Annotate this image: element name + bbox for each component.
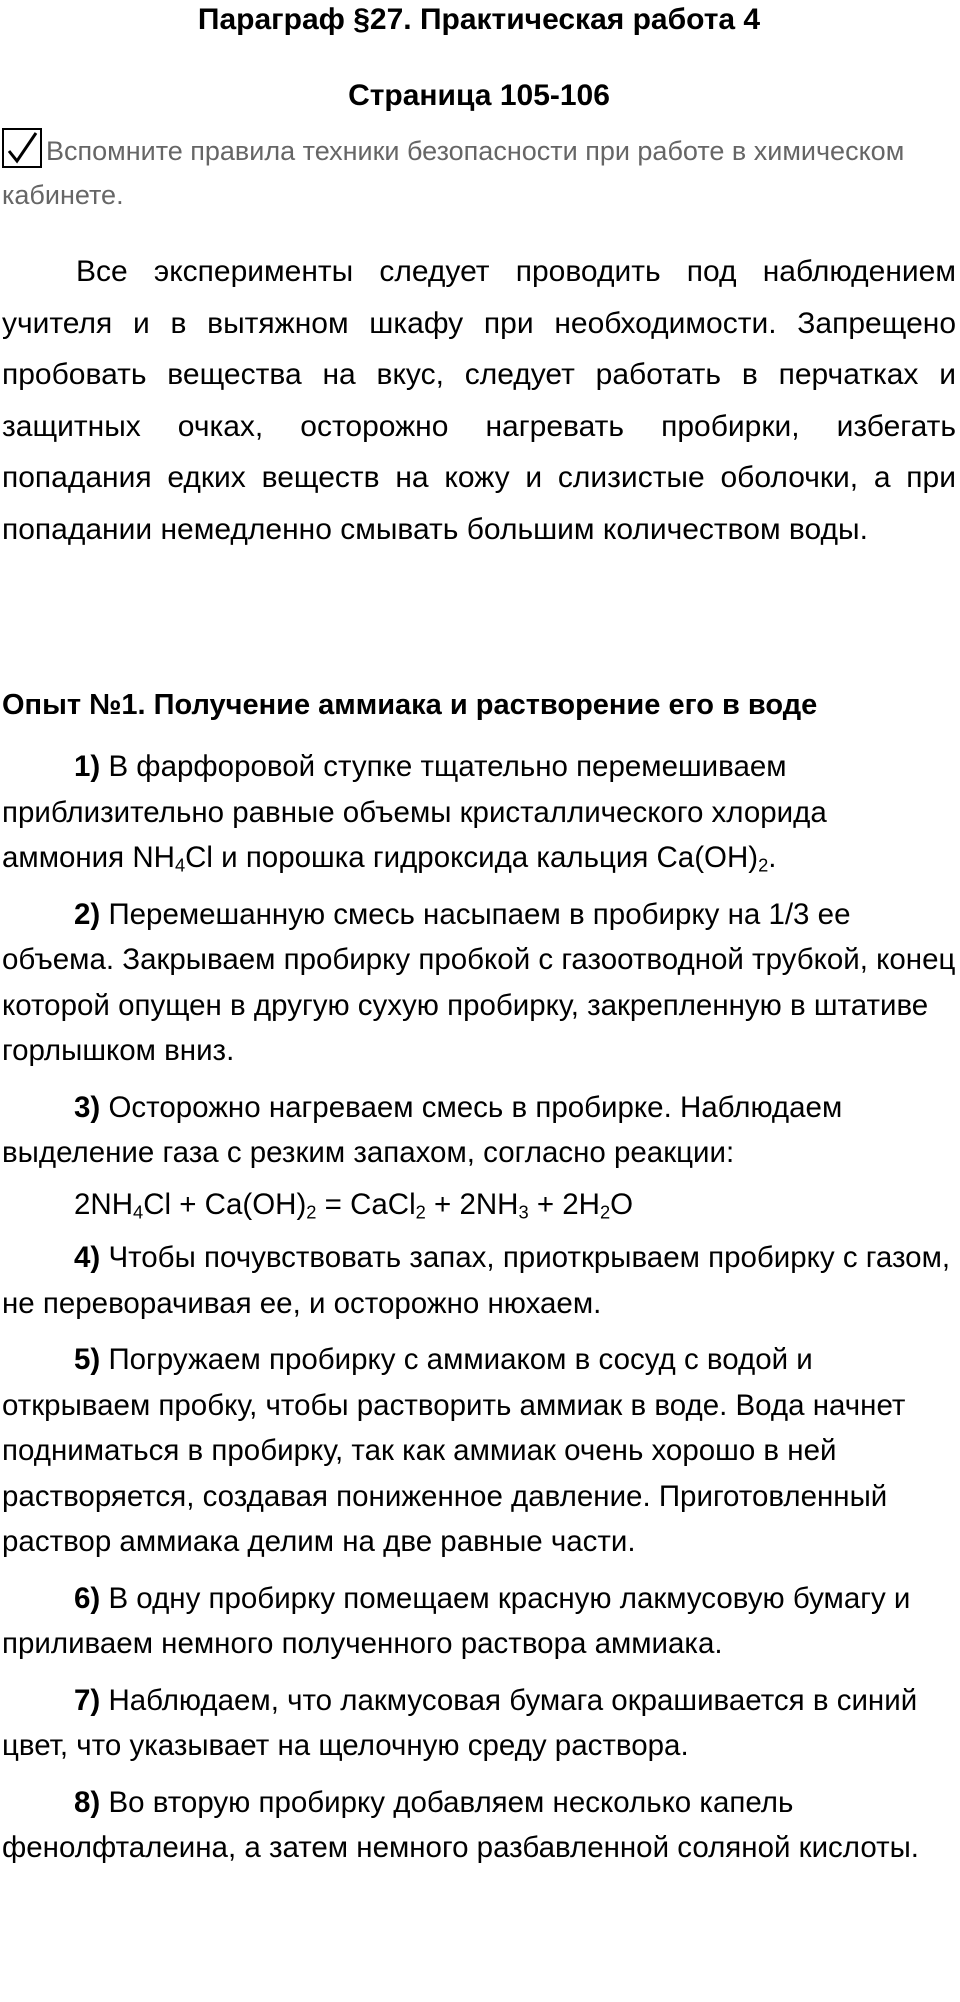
- step-text: .: [768, 841, 777, 874]
- formula-subscript: 2: [758, 854, 769, 876]
- task-statement: [2, 128, 952, 217]
- page-range-heading: Страница 105-106: [348, 79, 610, 112]
- step-number: 6): [74, 1581, 101, 1615]
- equation-subscript: 2: [306, 1201, 317, 1223]
- equation-subscript: 2: [599, 1201, 611, 1223]
- experiment-steps: [2, 744, 956, 1882]
- experiment-title: Опыт №1. Получение аммиака и растворение его в воде: [2, 689, 818, 721]
- equation-subscript: 4: [133, 1201, 144, 1223]
- step-number: 3): [74, 1090, 101, 1124]
- equation-part: + 2H: [528, 1187, 600, 1221]
- equation-part: Cl + Ca(OH): [143, 1187, 307, 1221]
- step-text: Осторожно нагреваем смесь в пробирке. Наблюдаем выделение газа с резким запахом, согласно реакции:: [2, 1090, 843, 1169]
- step-text: Погружаем пробирку с аммиаком в сосуд с водой и открываем пробку, чтобы растворить аммиак в воде. Вода начнет подниматься в пробирку, так как аммиак очень хорошо в ней растворяется, создавая пониженное давление. Приготовленный раствор аммиака делим на две равные части.: [2, 1343, 906, 1558]
- equation-part: + 2NH: [425, 1187, 519, 1221]
- step-text: Перемешанную смесь насыпаем в пробирку на 1/3 ее объема. Закрываем пробирку пробкой с газоотводной трубкой, конец которой опущен в другую сухую пробирку, закрепленную в штативе горлышком вниз.: [2, 897, 956, 1067]
- step-3: [2, 1085, 956, 1176]
- safety-answer-paragraph: Все эксперименты следует проводить под наблюдением учителя и в вытяжном шкафу при необходимости. Запрещено пробовать вещества на вкус, следует работать в перчатках и защитных очках, осторожно нагревать пробирки, избегать попадания едких веществ на кожу и слизистые оболочки, а при попадании немедленно смывать большим количеством воды.: [2, 255, 956, 546]
- step-text: Cl и порошка гидроксида кальция Ca(OH): [185, 841, 759, 874]
- step-text: В фарфоровой ступке тщательно перемешиваем приблизительно равные объемы кристаллического хлорида аммония: [2, 750, 827, 874]
- step-1: [2, 744, 956, 881]
- step-number: 2): [74, 897, 101, 931]
- step-number: 1): [74, 750, 101, 783]
- equation-subscript: 3: [518, 1201, 529, 1223]
- step-2: [2, 892, 956, 1074]
- step-text: Наблюдаем, что лакмусовая бумага окрашивается в синий цвет, что указывает на щелочную среду раствора.: [2, 1683, 918, 1762]
- step-8: [2, 1780, 956, 1871]
- reaction-equation: [2, 1182, 956, 1228]
- checkmark-box-icon: [2, 128, 42, 168]
- equation-part: = CaCl: [316, 1187, 416, 1221]
- step-number: 8): [74, 1785, 101, 1819]
- page-title: Параграф §27. Практическая работа 4: [197, 3, 761, 36]
- equation-part: 2NH: [74, 1187, 134, 1221]
- step-text: В одну пробирку помещаем красную лакмусовую бумагу и приливаем немного полученного раствора аммиака.: [2, 1581, 911, 1660]
- step-number: 7): [74, 1683, 101, 1717]
- equation-subscript: 2: [415, 1201, 426, 1223]
- step-7: [2, 1678, 956, 1769]
- formula-subscript: 4: [174, 854, 186, 876]
- formula-part: NH: [132, 841, 175, 874]
- step-6: [2, 1576, 956, 1667]
- step-number: 5): [74, 1343, 101, 1376]
- step-number: 4): [74, 1241, 101, 1274]
- step-5: [2, 1337, 956, 1565]
- task-text: Вспомните правила техники безопасности при работе в химическом кабинете.: [2, 136, 905, 210]
- step-text: Чтобы почувствовать запах, приоткрываем пробирку с газом, не переворачивая ее, и осторожно нюхаем.: [2, 1241, 951, 1320]
- equation-part: O: [610, 1187, 634, 1221]
- step-4: [2, 1235, 956, 1326]
- step-text: Во вторую пробирку добавляем несколько капель фенолфталеина, а затем немного разбавленной соляной кислоты.: [2, 1785, 920, 1864]
